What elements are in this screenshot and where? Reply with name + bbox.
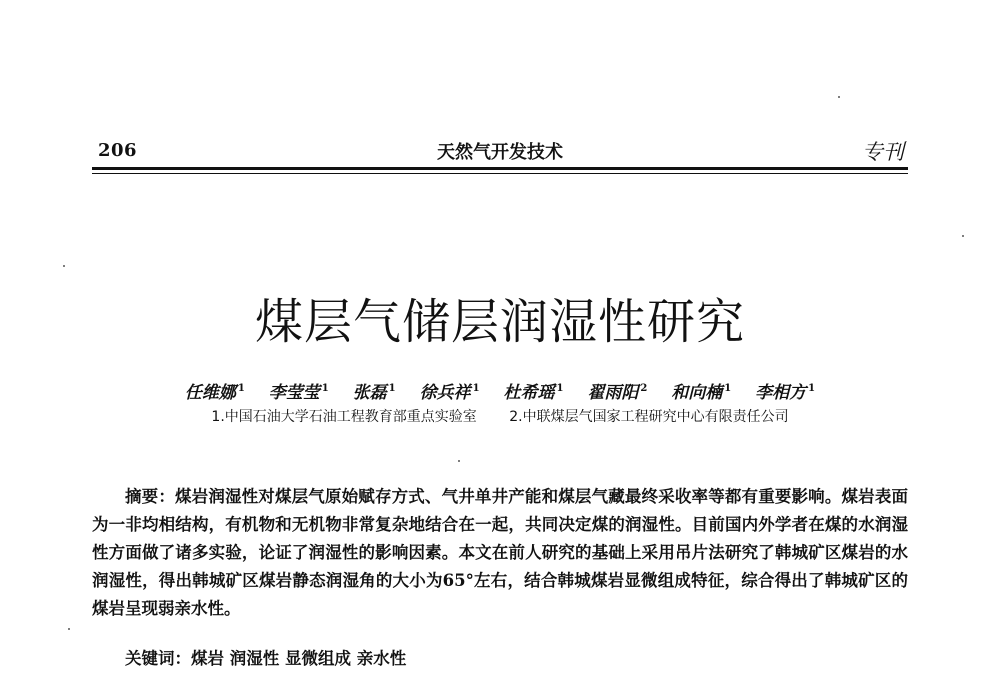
author: 和向楠 $^1$ [671,383,732,403]
author: 翟雨阳 $^2$ [587,383,648,403]
header-rule-thick [92,167,908,170]
scan-speck [63,265,65,267]
author-list [0,378,1000,403]
affiliation: 2.中联煤层气国家工程研究中心有限责任公司 [509,409,789,425]
author: 李相方 $^1$ [755,383,816,403]
article-title: 煤层气储层润湿性研究 [254,294,745,350]
author: 张磊 $^1$ [352,383,396,403]
author: 徐兵祥 $^1$ [419,383,480,403]
header-rule-thin [92,173,908,174]
running-header [92,138,908,162]
journal-name: 天然气开发技术 [437,142,563,163]
author: 李莹莹 $^1$ [268,383,329,403]
affiliations [0,406,1000,426]
author: 任维娜 $^1$ [184,383,245,403]
page-number: 206 [98,140,138,161]
scan-speck [838,96,840,98]
special-issue-label: 专刊 [862,140,904,164]
scan-speck [68,628,70,630]
scan-speck [962,235,964,237]
affiliation: 1.中国石油大学石油工程教育部重点实验室 [211,409,477,425]
author: 杜希瑶 $^1$ [503,383,564,403]
scan-speck [458,460,460,462]
abstract-paragraph: 摘要：煤岩润湿性对煤层气原始赋存方式、气井单井产能和煤层气藏最终采收率等都有重要影响。煤岩表面为一非均相结构，有机物和无机物非常复杂地结合在一起，共同决定煤的润湿性。目前国内外学者在煤的水润湿性方面做了诸多实验，论证了润湿性的影响因素。本文在前人研究的基础上采用吊片法研究了韩城矿区煤岩的水润湿性，得出韩城矿区煤岩静态润湿角的大小为65°左右，结合韩城煤岩显微组成特征，综合得出了韩城矿区的煤岩呈现弱亲水性。 [92,487,908,618]
keywords-line: 关键词：煤岩 润湿性 显微组成 亲水性 [125,649,407,668]
